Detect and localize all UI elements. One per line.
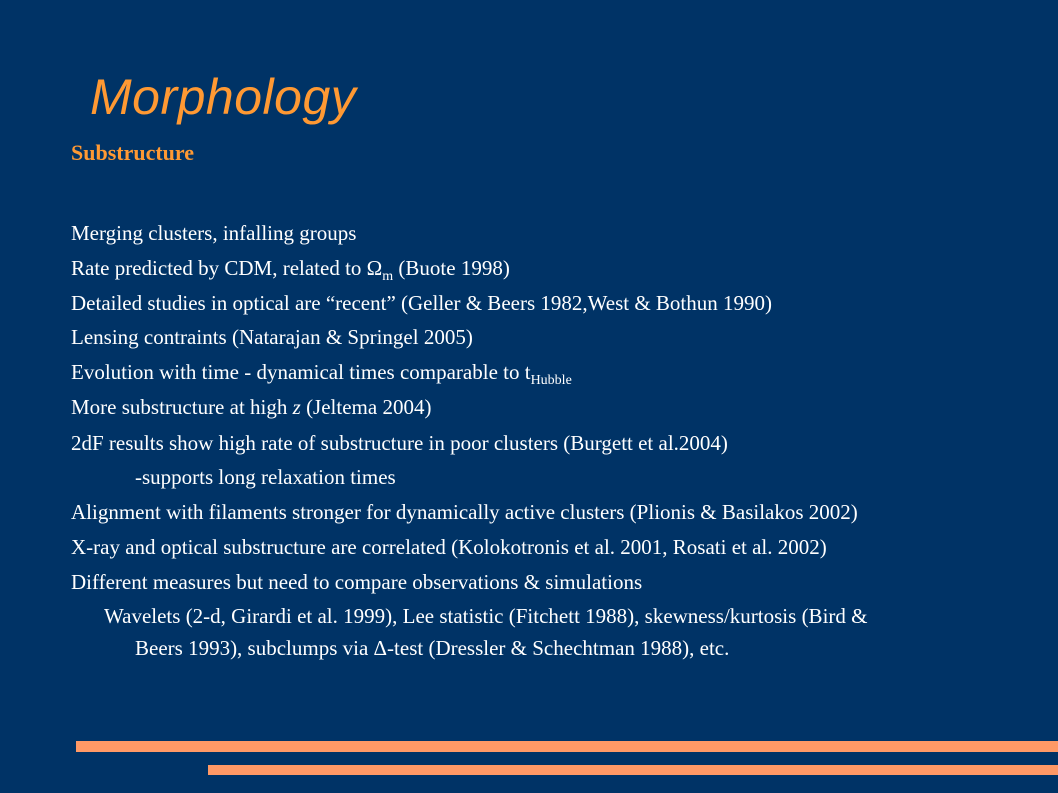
bullet-line: Alignment with filaments stronger for dynamically active clusters (Plionis & Basilakos 2002): [71, 500, 858, 524]
slide-title: Morphology: [90, 69, 357, 125]
bullet-line: Different measures but need to compare observations & simulations: [71, 570, 643, 594]
bullet-subline-continued: Beers 1993), subclumps via Δ-test (Dressler & Schechtman 1988), etc.: [135, 636, 730, 660]
bullet-line: Rate predicted by CDM, related to $\Omega_m$ (Buote 1998): [71, 256, 510, 284]
bullet-line: 2dF results show high rate of substructure in poor clusters (Burgett et al.2004): [71, 431, 728, 455]
bullet-line: Lensing contraints (Natarajan & Springel 2005): [71, 325, 473, 349]
slide-subtitle: Substructure: [71, 140, 195, 165]
bullet-subline: Wavelets (2-d, Girardi et al. 1999), Lee statistic (Fitchett 1988), skewness/kurtosis (Bird &: [104, 604, 868, 628]
decorative-bar-lower: [208, 765, 1058, 775]
bullet-subline: -supports long relaxation times: [135, 465, 396, 489]
bullet-line: Detailed studies in optical are “recent” (Geller & Beers 1982,West & Bothun 1990): [71, 291, 773, 315]
bullet-line: X-ray and optical substructure are correlated (Kolokotronis et al. 2001, Rosati et al. 2002): [71, 535, 827, 559]
bullet-line: More substructure at high z (Jeltema 2004): [71, 395, 432, 419]
decorative-bar-upper: [76, 741, 1058, 752]
bullet-line: Evolution with time - dynamical times comparable to $t_{Hubble}$: [71, 360, 572, 388]
bullet-line: Merging clusters, infalling groups: [71, 221, 357, 245]
